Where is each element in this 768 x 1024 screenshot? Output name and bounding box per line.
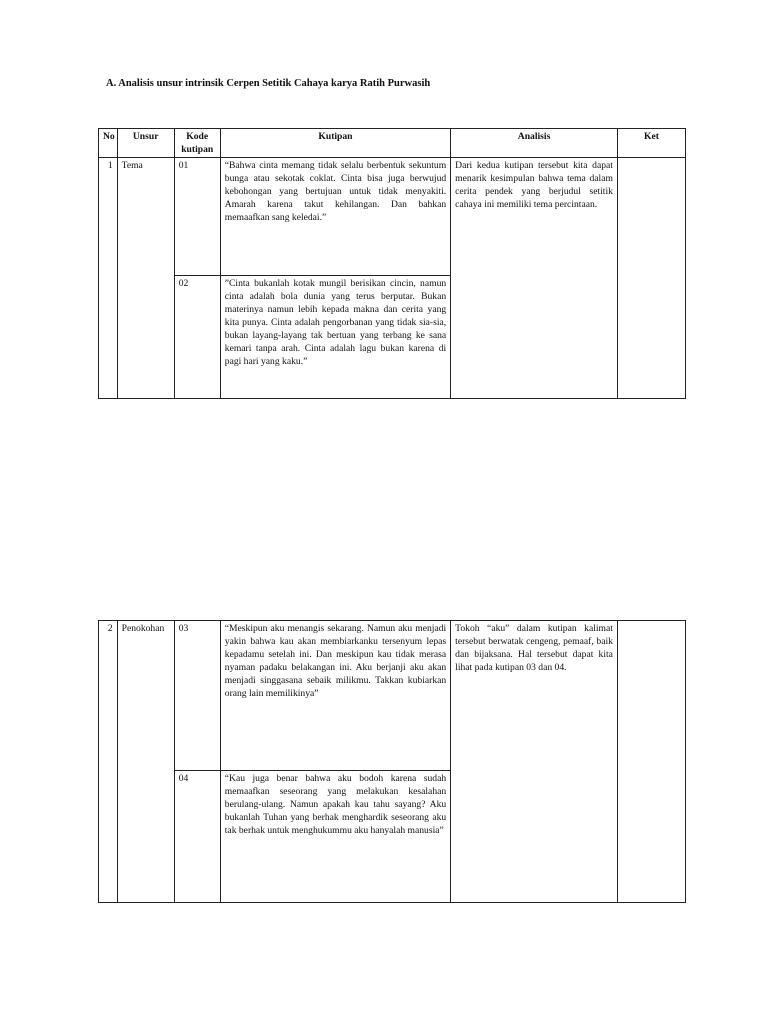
- quote-code: 01: [174, 158, 220, 276]
- quote-code: 04: [174, 771, 220, 903]
- column-header-unsur: Unsur: [117, 129, 174, 158]
- row-ket: [617, 621, 685, 903]
- column-header-kutipan: Kutipan: [220, 129, 450, 158]
- quote-text: ”Cinta bukanlah kotak mungil berisikan cincin, namun cinta adalah bola dunia yang terus berputar. Bukan materinya namun lebih kepada makna dan cerita yang kita punya. Cinta adalah pengorbanan yang tidak sia-sia, bukan layang-layang tak bertuan yang terbang ke sana kemari tanpa arah. Cinta adalah lagu bukan karena di pagi hari yang kaku.”: [220, 276, 450, 399]
- quote-code: 03: [174, 621, 220, 771]
- row-unsur: Tema: [117, 158, 174, 399]
- row-analysis: Tokoh “aku” dalam kutipan kalimat tersebut berwatak cengeng, pemaaf, baik dan bijaksana. Hal tersebut dapat kita lihat pada kutipan 03 dan 04.: [451, 621, 618, 903]
- row-unsur: Penokohan: [117, 621, 174, 903]
- quote-text: “Meskipun aku menangis sekarang. Namun aku menjadi yakin bahwa kau akan membiarkanku tersenyum lepas kepadamu setelah ini. Dan meskipun kau tidak merasa nyaman padaku belakangan ini. Aku berjanji aku akan menjadi singgasana sebaik milikmu. Takkan kubiarkan orang lain memilikinya”: [220, 621, 450, 771]
- table-row: [99, 621, 686, 771]
- row-number: 1: [99, 158, 118, 399]
- column-header-kode: Kode kutipan: [174, 129, 220, 158]
- quote-text: “Kau juga benar bahwa aku bodoh karena sudah memaafkan seseorang yang melakukan kesalahan berulang-ulang. Namun apakah kau tahu sayang? Aku bukanlah Tuhan yang berhak menghardik seseorang aku tak berhak untuk menghukummu aku hanyalah manusia”: [220, 771, 450, 903]
- document-heading: A. Analisis unsur intrinsik Cerpen Setitik Cahaya karya Ratih Purwasih: [106, 78, 431, 89]
- row-number: 2: [99, 621, 118, 903]
- table-header-row: [99, 129, 686, 158]
- row-analysis: Dari kedua kutipan tersebut kita dapat menarik kesimpulan bahwa tema dalam cerita pendek yang berjudul setitik cahaya ini memiliki tema percintaan.: [451, 158, 618, 399]
- quote-text: “Bahwa cinta memang tidak selalu berbentuk sekuntum bunga atau sekotak coklat. Cinta bisa juga berwujud kebohongan yang bertujuan untuk tidak menyakiti. Amarah karena takut kehilangan. Dan bahkan memaafkan sang keledai.”: [220, 158, 450, 276]
- analysis-table-part-1: [98, 128, 686, 399]
- analysis-table-part-2: [98, 620, 686, 903]
- quote-code: 02: [174, 276, 220, 399]
- row-ket: [617, 158, 685, 399]
- column-header-no: No: [99, 129, 118, 158]
- column-header-ket: Ket: [617, 129, 685, 158]
- table-row: [99, 158, 686, 276]
- column-header-analisis: Analisis: [451, 129, 618, 158]
